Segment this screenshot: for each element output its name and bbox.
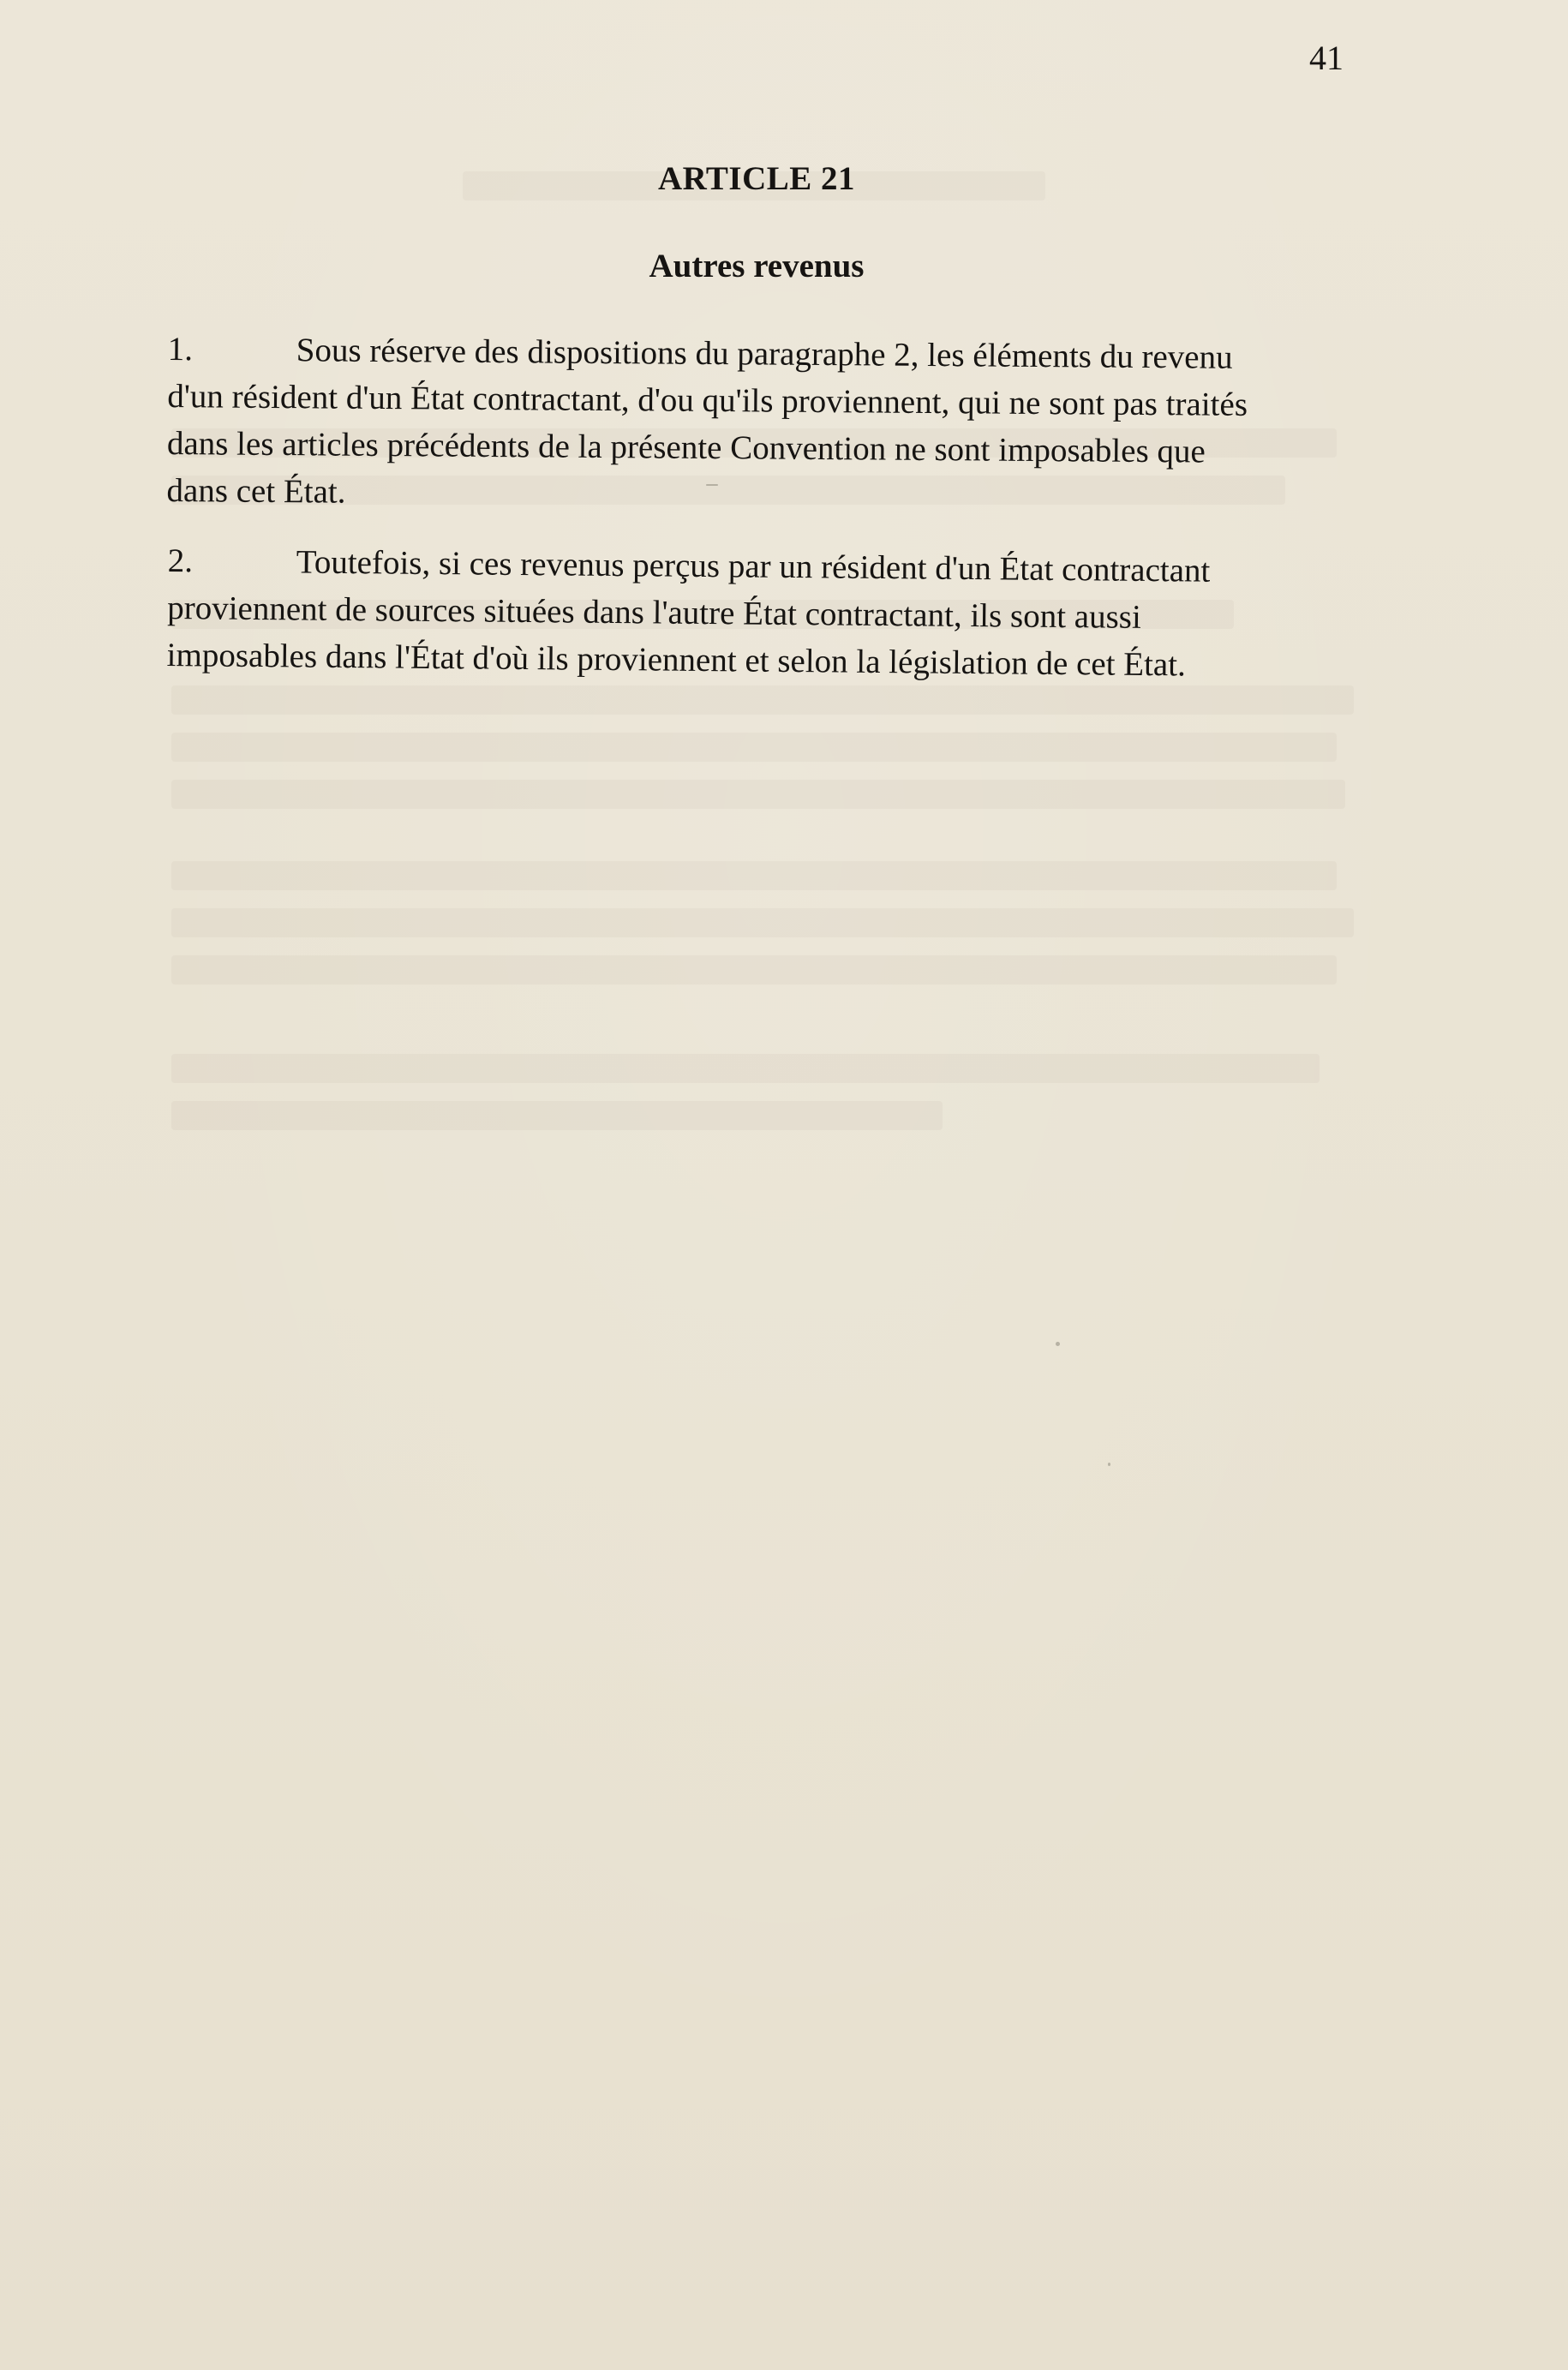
bleed-through-mark [171,955,1337,985]
bleed-through-mark [171,1054,1320,1083]
paragraph-line: d'un résident d'un État contractant, d'ou qu'ils proviennent, qui ne sont pas traités [167,377,1248,423]
article-title: ARTICLE 21 [657,160,856,197]
paragraph-1 [166,326,1350,524]
bleed-through-mark [171,908,1354,937]
paragraph-text: Toutefois, si ces revenus perçus par un résident d'un État contractant [296,543,1211,590]
paragraph-number: 1. [167,330,194,368]
bleed-through-mark [171,780,1345,809]
paper-speck [1056,1342,1060,1346]
bleed-through-mark [171,1101,943,1130]
paragraph-text: Sous réserve des dispositions du paragraphe 2, les éléments du revenu [296,332,1233,376]
paper-speck [1108,1463,1110,1466]
bleed-through-mark [171,685,1354,715]
paragraph-2 [166,537,1350,690]
paragraph-number: 2. [167,542,194,580]
paragraph-line: proviennent de sources situées dans l'autre État contractant, ils sont aussi [167,589,1142,636]
paragraph-line: dans les articles précédents de la présente Convention ne sont imposables que [166,424,1206,470]
paragraph-line: imposables dans l'État d'où ils proviennent et selon la législation de cet État. [166,636,1187,684]
paragraph-line: dans cet État. [166,471,346,511]
page-number: 41 [1309,39,1344,77]
article-subtitle: Autres revenus [649,248,865,284]
bleed-through-mark [171,733,1337,762]
bleed-through-mark [171,861,1337,890]
